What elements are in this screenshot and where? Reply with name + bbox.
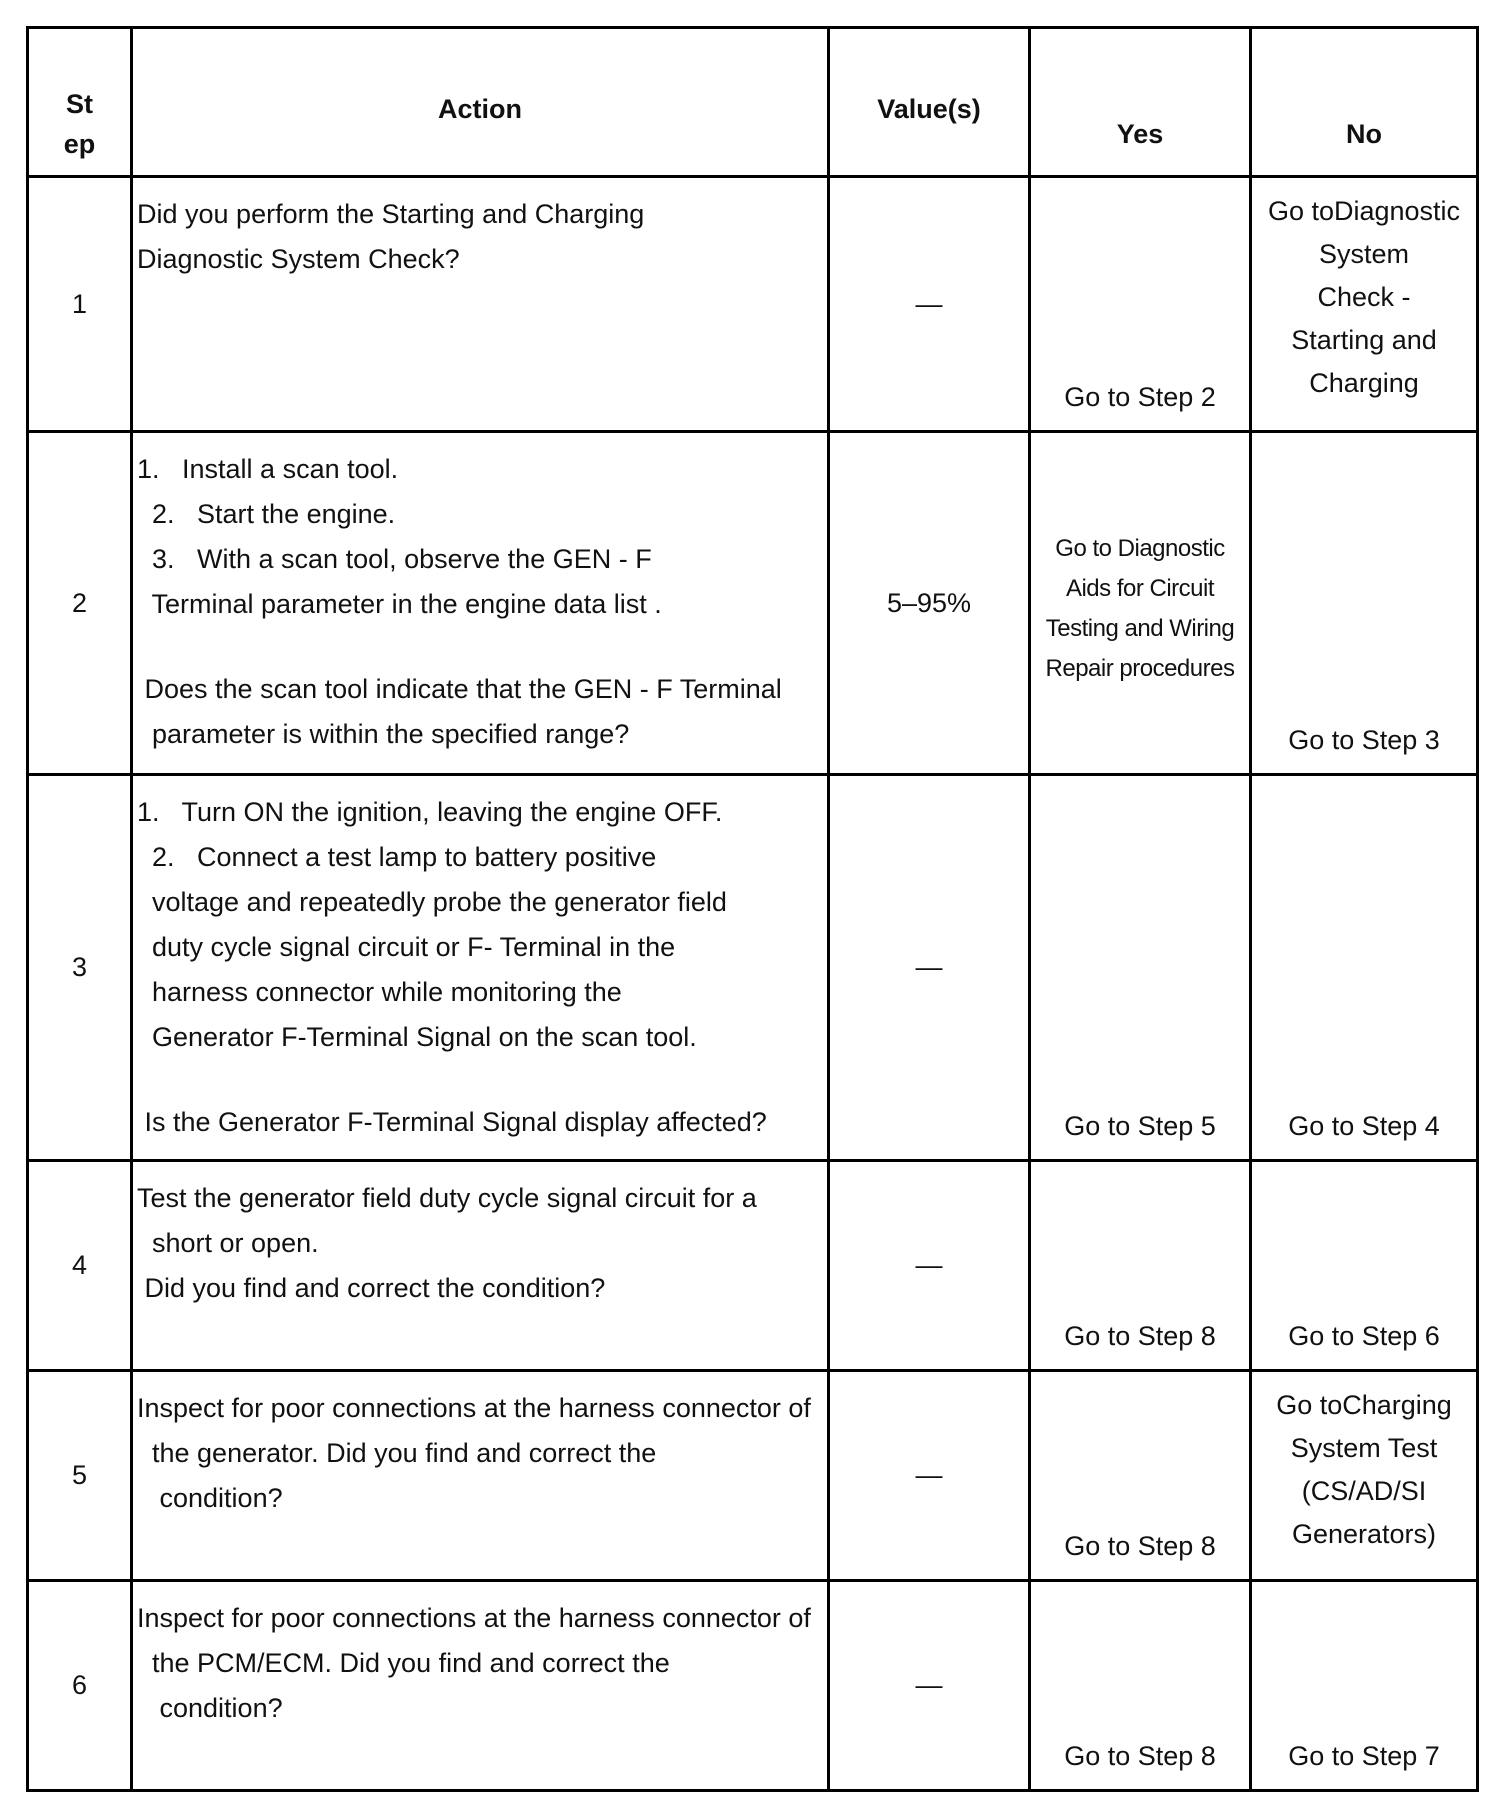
value-cell: — xyxy=(829,1371,1030,1581)
action-line: Is the Generator F-Terminal Signal display affected? xyxy=(137,1107,767,1137)
step-number: 6 xyxy=(28,1581,132,1791)
diagnostic-table xyxy=(26,26,1479,1792)
step-number: 1 xyxy=(28,177,132,432)
yes-line: Aids for Circuit xyxy=(1065,575,1215,602)
yes-cell xyxy=(1030,177,1251,432)
action-cell xyxy=(132,1161,829,1371)
yes-cell xyxy=(1030,1581,1251,1791)
yes-header: Yes xyxy=(1030,28,1251,177)
action-line: the PCM/ECM. Did you find and correct the xyxy=(137,1648,670,1678)
yes-cell xyxy=(1030,1371,1251,1581)
value-cell: — xyxy=(829,1581,1030,1791)
yes-line: Testing and Wiring xyxy=(1045,615,1235,642)
action-line: 2. Start the engine. xyxy=(137,499,396,529)
no-cell xyxy=(1251,177,1478,432)
no-line: Go toCharging xyxy=(1276,1390,1452,1420)
no-target: Go to Step 7 xyxy=(1288,1741,1440,1771)
action-line: 2. Connect a test lamp to battery positive xyxy=(137,842,657,872)
yes-cell xyxy=(1030,775,1251,1161)
value-cell: — xyxy=(829,775,1030,1161)
value-cell: 5–95% xyxy=(829,432,1030,775)
action-cell xyxy=(132,432,829,775)
action-line: condition? xyxy=(137,1693,283,1723)
header-row xyxy=(28,28,1478,177)
yes-line: Go to Diagnostic xyxy=(1055,535,1225,562)
action-line: Did you find and correct the condition? xyxy=(137,1273,606,1303)
yes-cell xyxy=(1030,1161,1251,1371)
action-line: parameter is within the specified range? xyxy=(137,719,630,749)
no-line: Check - xyxy=(1317,282,1411,312)
no-line: (CS/AD/SI xyxy=(1301,1476,1427,1506)
no-target: Go to Step 3 xyxy=(1288,725,1440,755)
yes-target: Go to Step 8 xyxy=(1064,1741,1216,1771)
no-cell xyxy=(1251,775,1478,1161)
step-number: 2 xyxy=(28,432,132,775)
action-spacer xyxy=(137,1060,823,1100)
value-cell: — xyxy=(829,1161,1030,1371)
yes-target: Go to Step 8 xyxy=(1064,1531,1216,1561)
yes-target: Go to Step 2 xyxy=(1064,382,1216,412)
values-header: Value(s) xyxy=(829,28,1030,177)
no-cell xyxy=(1251,1581,1478,1791)
yes-cell xyxy=(1030,432,1251,775)
no-cell xyxy=(1251,1371,1478,1581)
no-target: Go to Step 4 xyxy=(1288,1111,1440,1141)
action-line: duty cycle signal circuit or F- Terminal in the xyxy=(137,932,676,962)
no-line: Generators) xyxy=(1291,1519,1437,1549)
action-line: Inspect for poor connections at the harness connector of xyxy=(137,1393,811,1423)
action-line: 1. Install a scan tool. xyxy=(137,454,399,484)
value-cell: — xyxy=(829,177,1030,432)
action-line: voltage and repeatedly probe the generator field xyxy=(137,887,727,917)
action-header: Action xyxy=(132,28,829,177)
action-line: harness connector while monitoring the xyxy=(137,977,622,1007)
action-line: Diagnostic System Check? xyxy=(137,244,460,274)
action-line: Terminal parameter in the engine data list . xyxy=(137,589,662,619)
yes-target: Go to Step 8 xyxy=(1064,1321,1216,1351)
action-cell xyxy=(132,1371,829,1581)
step-number: 3 xyxy=(28,775,132,1161)
action-line: condition? xyxy=(137,1483,283,1513)
no-line: Go toDiagnostic xyxy=(1267,196,1461,226)
step-number: 5 xyxy=(28,1371,132,1581)
action-cell xyxy=(132,775,829,1161)
table-row xyxy=(28,775,1478,1161)
step-header-line2: ep xyxy=(63,129,96,159)
no-header: No xyxy=(1251,28,1478,177)
step-header-line1: St xyxy=(66,89,93,119)
action-line: 3. With a scan tool, observe the GEN - F xyxy=(137,544,652,574)
action-line: Inspect for poor connections at the harness connector of xyxy=(137,1603,811,1633)
action-line: Does the scan tool indicate that the GEN - F Terminal xyxy=(137,674,782,704)
no-cell xyxy=(1251,1161,1478,1371)
no-line: System Test xyxy=(1290,1433,1438,1463)
table-row xyxy=(28,177,1478,432)
no-line: System xyxy=(1318,239,1410,269)
action-spacer xyxy=(137,627,823,667)
action-line: short or open. xyxy=(137,1228,319,1258)
action-line: 1. Turn ON the ignition, leaving the engine OFF. xyxy=(137,797,723,827)
table-row xyxy=(28,1161,1478,1371)
action-line: the generator. Did you find and correct the xyxy=(137,1438,657,1468)
table-row xyxy=(28,432,1478,775)
no-line: Starting and xyxy=(1291,325,1437,355)
table-row xyxy=(28,1371,1478,1581)
no-cell xyxy=(1251,432,1478,775)
action-cell xyxy=(132,1581,829,1791)
action-line: Test the generator field duty cycle signal circuit for a xyxy=(137,1183,757,1213)
no-line: Charging xyxy=(1309,368,1419,398)
yes-line: Repair procedures xyxy=(1045,655,1235,682)
step-header xyxy=(28,28,132,177)
action-line: Did you perform the Starting and Charging xyxy=(137,199,645,229)
table-row xyxy=(28,1581,1478,1791)
action-cell xyxy=(132,177,829,432)
yes-target: Go to Step 5 xyxy=(1064,1111,1216,1141)
action-line: Generator F-Terminal Signal on the scan tool. xyxy=(137,1022,697,1052)
step-number: 4 xyxy=(28,1161,132,1371)
no-target: Go to Step 6 xyxy=(1288,1321,1440,1351)
